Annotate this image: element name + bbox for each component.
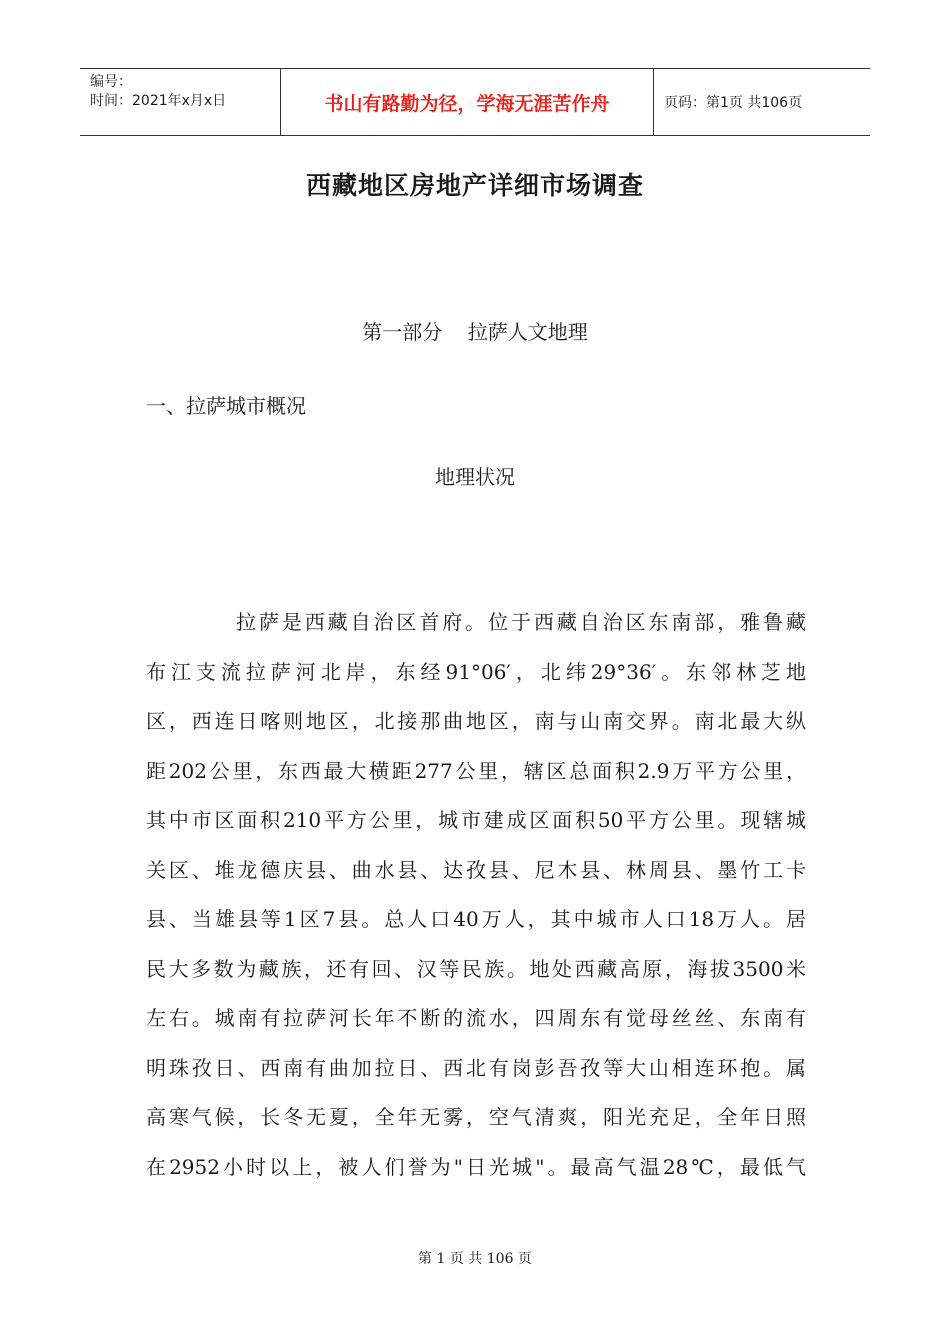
body-line: 布江支流拉萨河北岸，东经91°06′，北纬29°36′。东邻林芝地: [146, 659, 806, 684]
header-page-code: 页码：第1页 共106页: [664, 95, 803, 111]
body-line: 拉萨是西藏自治区首府。位于西藏自治区东南部，雅鲁藏: [236, 610, 806, 634]
page-header: [80, 68, 870, 136]
body-line: 其中市区面积210平方公里，城市建成区面积50平方公里。现辖城: [146, 808, 806, 832]
document-title: 西藏地区房地产详细市场调查: [305, 171, 644, 200]
document-number-label: 编号：: [90, 74, 132, 90]
body-line: 区，西连日喀则地区，北接那曲地区，南与山南交界。南北最大纵: [146, 709, 806, 733]
document-date-label: 时间：2021年x月x日: [90, 93, 227, 109]
body-line: 县、当雄县等1区7县。总人口40万人，其中城市人口18万人。居: [146, 907, 806, 931]
body-line: 左右。城南有拉萨河长年不断的流水，四周东有觉母丝丝、东南有: [146, 1006, 806, 1030]
page-footer: 第 1 页 共 106 页: [418, 1251, 532, 1267]
body-line: 距202公里，东西最大横距277公里，辖区总面积2.9万平方公里，: [146, 758, 806, 783]
body-line: 民大多数为藏族，还有回、汉等民族。地处西藏高原，海拔3500米: [146, 956, 806, 981]
header-motto: 书山有路勤为径，学海无涯苦作舟: [281, 69, 654, 135]
sub-heading: 地理状况: [435, 465, 515, 489]
body-line: 高寒气候，长冬无夏，全年无雾，空气清爽，阳光充足，全年日照: [146, 1105, 806, 1129]
section-heading: 一、拉萨城市概况: [146, 394, 306, 418]
part-heading: 第一部分 拉萨人文地理: [362, 320, 588, 344]
body-line: 在2952小时以上，被人们誉为"日光城"。最高气温28℃，最低气: [146, 1154, 806, 1179]
body-line: 明珠孜日、西南有曲加拉日、西北有岗彭吾孜等大山相连环抱。属: [146, 1055, 806, 1080]
body-paragraph: [146, 598, 806, 1192]
header-meta: [80, 69, 281, 135]
body-line: 关区、堆龙德庆县、曲水县、达孜县、尼木县、林周县、墨竹工卡: [146, 857, 806, 882]
